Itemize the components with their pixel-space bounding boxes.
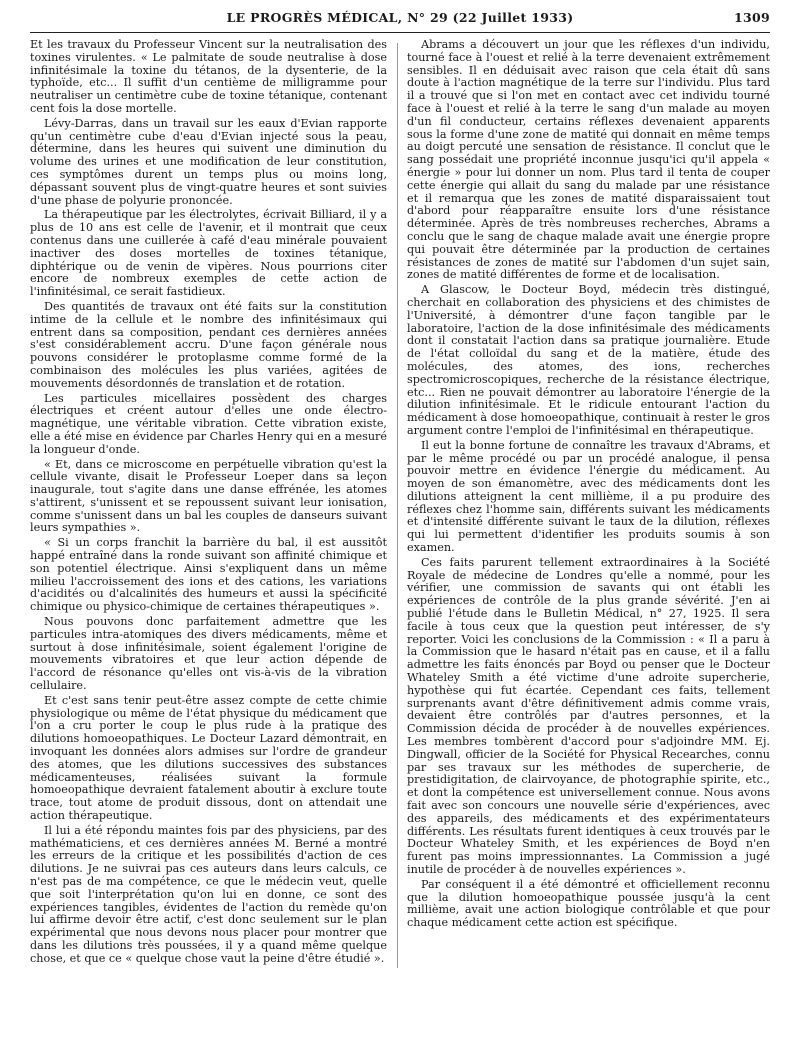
paragraph: Des quantités de travaux ont été faits sur la constitution intime de la cellule et le nombre des infinitésimaux qui entrent dans sa composition, pendant ces dernières années s'est considérablement accru. D'une façon générale nous pouvons considérer le protoplasme comme formé de la combinaison des molécules les plus variées, agitées de mouvements désordonnés de translation et de rotation. [30,299,387,390]
paragraph: Et c'est sans tenir peut-être assez compte de cette chimie physiologique ou même de l'état physique du médicament que l'on a cru porter le coup le plus rude à la pratique des dilutions homoeopathiques. Le Docteur Lazard démontrait, en invoquant les données alors admises sur l'ordre de grandeur des atomes, que les dilutions successives des substances médicamenteuses, réalisées suivant la formule homoeopathique devraient fatalement aboutir à exclure toute trace, tout atome de produit dissous, dont on attendait une action thérapeutique. [30,693,387,823]
paragraph: Il eut la bonne fortune de connaître les travaux d'Abrams, et par le même procédé ou par un procédé analogue, il pensa pouvoir mettre en évidence l'énergie du médicament. Au moyen de son émanomètre, avec des médicaments dont les dilutions atteignent la cent millième, il a pu produire des réflexes chez l'homme sain, différents suivant les médicaments et d'intensité différente suivant le taux de la dilution, réflexes qui lui permettent d'identifier les produits soumis à son examen. [407,438,770,555]
paragraph: Il lui a été répondu maintes fois par des physiciens, par des mathématiciens, et ces dernières années M. Berné a montré les erreurs de la critique et les possibilités d'action de ces dilutions. Je ne suivrai pas ces auteurs dans leurs calculs, ce n'est pas de ma compétence, ce que le médecin veut, quelle que soit l'interprétation qu'on lui en donne, ce sont des expériences tangibles, évidentes de l'action du remède qu'on lui affirme devoir être actif, c'est donc seulement sur le plan expérimental que nous devons nous placer pour montrer que dans les dilutions très poussées, il y a quand même quelque chose, et que ce « quelque chose vaut la peine d'être étudié ». [30,823,387,965]
paragraph: Ces faits parurent tellement extraordinaires à la Société Royale de médecine de Londres qu'elle a nommé, pour les vérifier, une commission de savants qui ont établi les expériences de contrôle de la plus grande sévérité. J'en ai publié l'étude dans le Bulletin Médical, n° 27, 1925. Il sera facile à tous ceux que la question peut intéresser, de s'y reporter. Voici les conclusions de la Commission : « Il a paru à la Commission que le hasard n'était pas en cause, et il a fallu admettre les faits énoncés par Boyd ou penser que le Docteur Whateley Smith a été victime d'une adroite supercherie, hypothèse qui fut écartée. Cependant ces faits, tellement surprenants avant d'être définitivement admis comme vrais, devaient être contrôlés par d'autres personnes, et la Commission décida de procéder à de nouvelles expériences. Les membres tombèrent d'accord pour s'adjoindre MM. Ej. Dingwall, officier de la Société for Physical Recearches, connu par ses travaux sur les méthodes de supercherie, de prestidigitation, de clairvoyance, de photographie spirite, etc., et dont la compétence est universellement connue. Nous avons fait avec son concours une nouvelle série d'expériences, avec des appareils, des médicaments et des expérimentateurs différents. Les résultats furent identiques à ceux trouvés par le Docteur Whateley Smith, et les expériences de Boyd n'en furent pas moins impressionnantes. La Commission a jugé inutile de procéder à de nouvelles expériences ». [407,555,770,876]
paragraph: La thérapeutique par les électrolytes, écrivait Billiard, il y a plus de 10 ans est celle de l'avenir, et il montrait que ceux contenus dans une cuillerée à café d'eau minérale pouvaient inactiver des doses mortelles de toxines tétanique, diphtérique ou de venin de vipères. Nous pourrions citer encore de nombreux exemples de cette action de l'infinitésimal, ce serait fastidieux. [30,208,387,299]
paragraph: Les particules micellaires possèdent des charges électriques et créent autour d'elles une onde électro-magnétique, une véritable vibration. Cette vibration existe, elle a été mise en évidence par Charles Henry qui en a mesuré la longueur d'onde. [30,391,387,456]
page-number: 1309 [734,10,770,25]
paragraph: Nous pouvons donc parfaitement admettre que les particules intra-atomiques des divers médicaments, même et surtout à dose infinitésimale, soient également l'origine de mouvements vibratoires et que leur action dépende de l'accord de résonance qu'elles ont vis-à-vis de la vibration cellulaire. [30,615,387,693]
column-divider [397,43,398,968]
right-column [407,39,770,968]
paragraph: Et les travaux du Professeur Vincent sur la neutralisation des toxines virulentes. « Le palmitate de soude neutralise à dose infinitésimale la toxine du tétanos, de la dysenterie, de la typhoïde, etc... Il suffit d'un centième de milligramme pour neutraliser un centimètre cube de toxine tétanique, contenant cent fois la dose mortelle. [30,38,387,115]
article-body [30,39,770,968]
paragraph: Lévy-Darras, dans un travail sur les eaux d'Evian rapporte qu'un centimètre cube d'eau d'Evian injecté sous la peau, détermine, dans les heures qui suivent une diminution du volume des urines et une modification de leur constitution, ces symptômes durent un temps plus ou moins long, dépassant souvent plus de vingt-quatre heures et sont suivies d'une phase de polyurie prononcée. [30,116,387,207]
paragraph: « Et, dans ce microscome en perpétuelle vibration qu'est la cellule vivante, disait le Professeur Loeper dans sa leçon inaugurale, tout s'agite dans une danse effrénée, les atomes s'attirent, s'unissent et se repoussent suivant leur ionisation, comme s'unissent dans un bal les couples de danseurs suivant leurs sympathies ». [30,457,387,535]
running-header [30,8,770,30]
paragraph: Abrams a découvert un jour que les réflexes d'un individu, tourné face à l'ouest et relié à la terre devenaient extrêmement sensibles. Il en déduisait avec raison que cela était dû sans doute à l'action magnétique de la terre sur l'individu. Plus tard il a trouvé que si l'on met en contact avec cet individu tourné face à l'ouest et relié à la terre le sang d'un malade au moyen d'un fil conducteur, certains réflexes devenaient apparents sous la forme d'une zone de matité qui donnait en même temps au doigt percuté une sensation de résistance. Il conclut que le sang possédait une propriété inconnue jusqu'ici qu'il appela « énergie » pour lui donner un nom. Plus tard il tenta de couper cette énergie qui allait du sang du malade par une résistance et il remarqua que les zones de matité disparaissaient tout d'abord pour réapparaître ensuite lors d'une résistance déterminée. Après de très nombreuses recherches, Abrams a conclu que le sang de chaque malade avait une énergie propre qui pouvait être déterminée par la production de certaines résistances de zones de matité sur l'abdomen d'un sujet sain, zones de matité différentes de forme et de localisation. [407,38,770,282]
paragraph: « Si un corps franchit la barrière du bal, il est aussitôt happé entraîné dans la ronde suivant son affinité chimique et son potentiel électrique. Ainsi s'expliquent dans un même milieu l'accroissement des ions et des cations, les variations d'acidités ou d'alcalinités des humeurs et aussi la spécificité chimique ou physico-chimique de certaines thérapeutiques ». [30,536,387,614]
paragraph: Par conséquent il a été démontré et officiellement reconnu que la dilution homoeopathique poussée jusqu'à la cent millième, avait une action biologique contrôlable et que pour chaque médicament cette action est spécifique. [407,877,770,930]
header-rule [30,32,770,33]
paragraph: A Glascow, le Docteur Boyd, médecin très distingué, cherchait en collaboration des physiciens et des chimistes de l'Université, à démontrer d'une façon tangible par le laboratoire, l'action de la dose infinitésimale des médicaments dont il constatait l'action dans sa pratique journalière. Etude de l'état colloïdal du sang et de la matière, étude des molécules, des atomes, des ions, recherches spectromicroscopiques, recherche de la résistance électrique, etc... Rien ne pouvait démontrer au laboratoire l'énergie de la dilution infinitésimale. Et le ridicule entourant l'action du médicament à dose homoeopathique, continuait à rester le gros argument contre l'emploi de l'infinitésimal en thérapeutique. [407,283,770,437]
journal-title: LE PROGRÈS MÉDICAL, N° 29 (22 Juillet 1933) [226,10,574,25]
left-column [30,39,387,968]
